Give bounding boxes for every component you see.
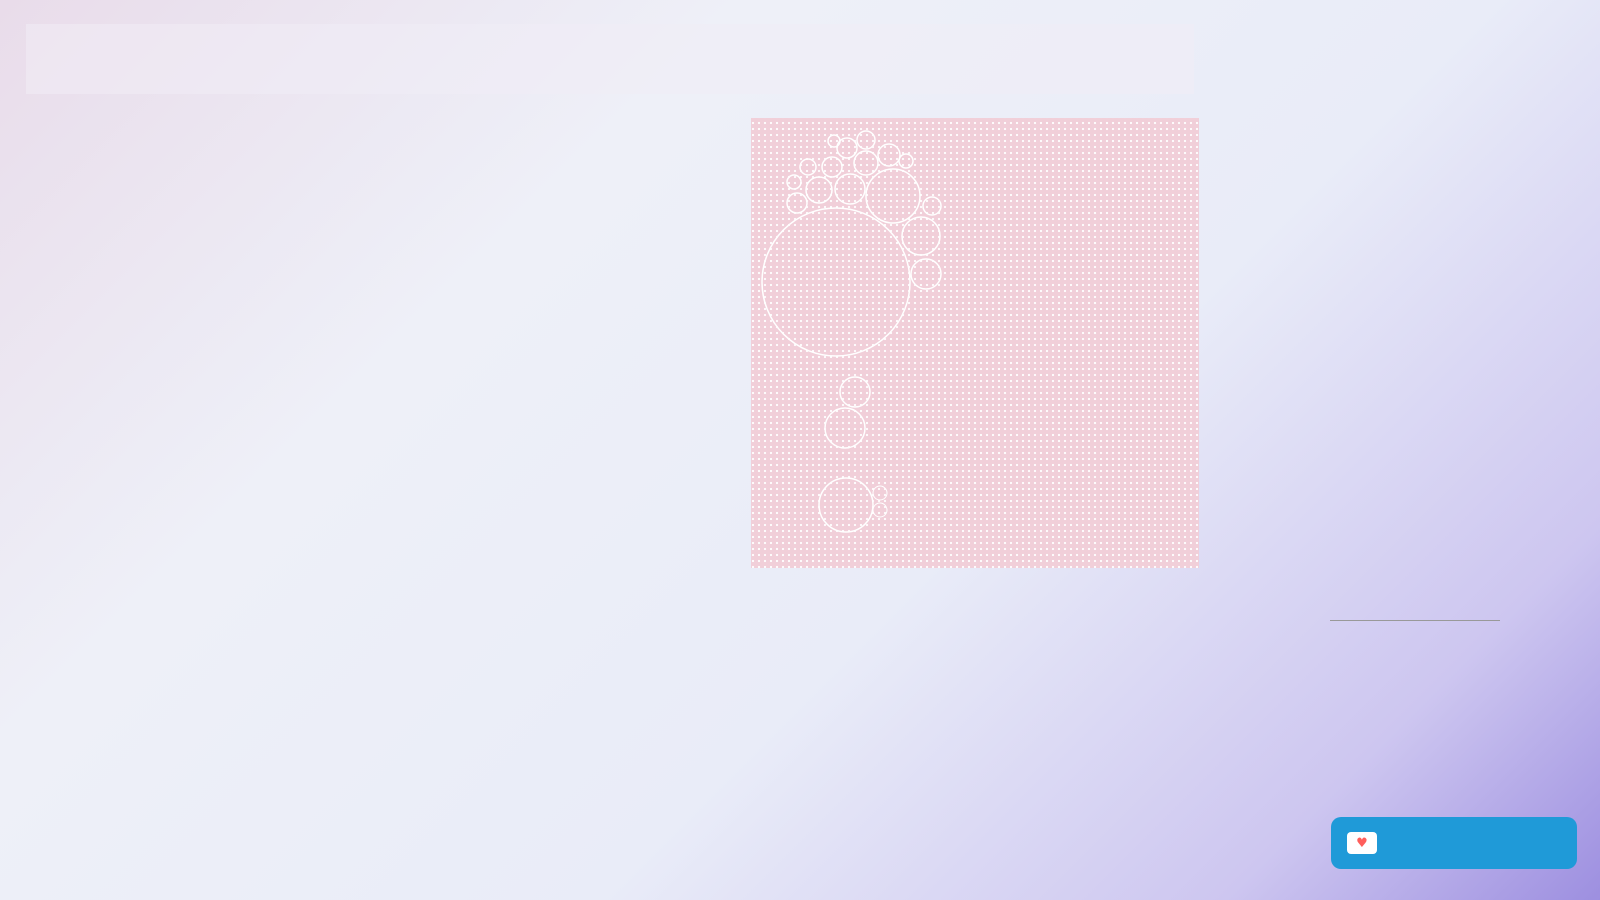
cup-heart-icon: ♥ — [1347, 832, 1377, 854]
nowcast-scrim — [751, 118, 1199, 568]
kofi-button[interactable] — [1331, 817, 1577, 869]
legend-divider — [1330, 620, 1500, 621]
